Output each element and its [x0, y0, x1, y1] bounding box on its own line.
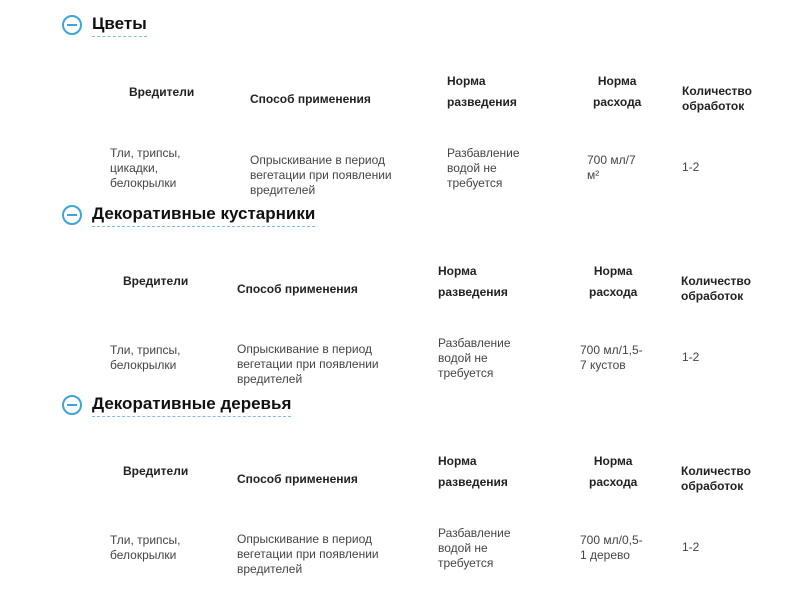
- section-flowers: [0, 0, 800, 197]
- cell-pests: Тли, трипсы, белокрылки: [110, 343, 181, 372]
- header-pests: Вредители: [129, 85, 195, 99]
- cell-method: Опрыскивание в период вегетации при появлении вредителей: [237, 342, 379, 386]
- header-dilution: Норма разведения: [447, 74, 517, 109]
- cell-dilution: Разбавление водой не требуется: [438, 336, 511, 380]
- section-title: Декоративные кустарники: [92, 204, 315, 227]
- header-method: Способ применения: [237, 282, 358, 296]
- cell-dilution: Разбавление водой не требуется: [447, 146, 520, 190]
- header-dilution: Норма разведения: [438, 454, 508, 489]
- header-count: Количество обработок: [682, 84, 752, 113]
- header-rate: Норма расхода: [589, 454, 638, 489]
- cell-count: 1-2: [682, 160, 700, 174]
- cell-pests: Тли, трипсы, цикадки, белокрылки: [110, 146, 181, 190]
- header-method: Способ применения: [237, 472, 358, 486]
- header-pests: Вредители: [123, 464, 189, 478]
- section-shrubs: [0, 190, 800, 386]
- cell-rate: 700 мл/0,5- 1 дерево: [580, 533, 643, 562]
- minus-circle-icon[interactable]: [62, 395, 82, 415]
- cell-rate: 700 мл/7 м²: [587, 153, 636, 182]
- header-count: Количество обработок: [681, 464, 751, 493]
- header-pests: Вредители: [123, 274, 189, 288]
- header-rate: Норма расхода: [593, 74, 642, 109]
- cell-rate: 700 мл/1,5- 7 кустов: [580, 343, 643, 372]
- section-toggle-trees[interactable]: [62, 392, 291, 418]
- header-count: Количество обработок: [681, 274, 751, 303]
- header-method: Способ применения: [250, 92, 371, 106]
- header-dilution: Норма разведения: [438, 264, 508, 299]
- cell-count: 1-2: [682, 540, 700, 554]
- cell-dilution: Разбавление водой не требуется: [438, 526, 511, 570]
- cell-method: Опрыскивание в период вегетации при появлении вредителей: [237, 532, 379, 576]
- cell-method: Опрыскивание в период вегетации при появлении вредителей: [250, 153, 392, 197]
- minus-circle-icon[interactable]: [62, 205, 82, 225]
- section-toggle-shrubs[interactable]: [62, 202, 315, 228]
- section-toggle-flowers[interactable]: [62, 12, 147, 38]
- cell-count: 1-2: [682, 350, 700, 364]
- section-trees: [0, 380, 800, 576]
- header-rate: Норма расхода: [589, 264, 638, 299]
- section-title: Декоративные деревья: [92, 394, 291, 417]
- section-title: Цветы: [92, 14, 147, 37]
- minus-circle-icon[interactable]: [62, 15, 82, 35]
- cell-pests: Тли, трипсы, белокрылки: [110, 533, 181, 562]
